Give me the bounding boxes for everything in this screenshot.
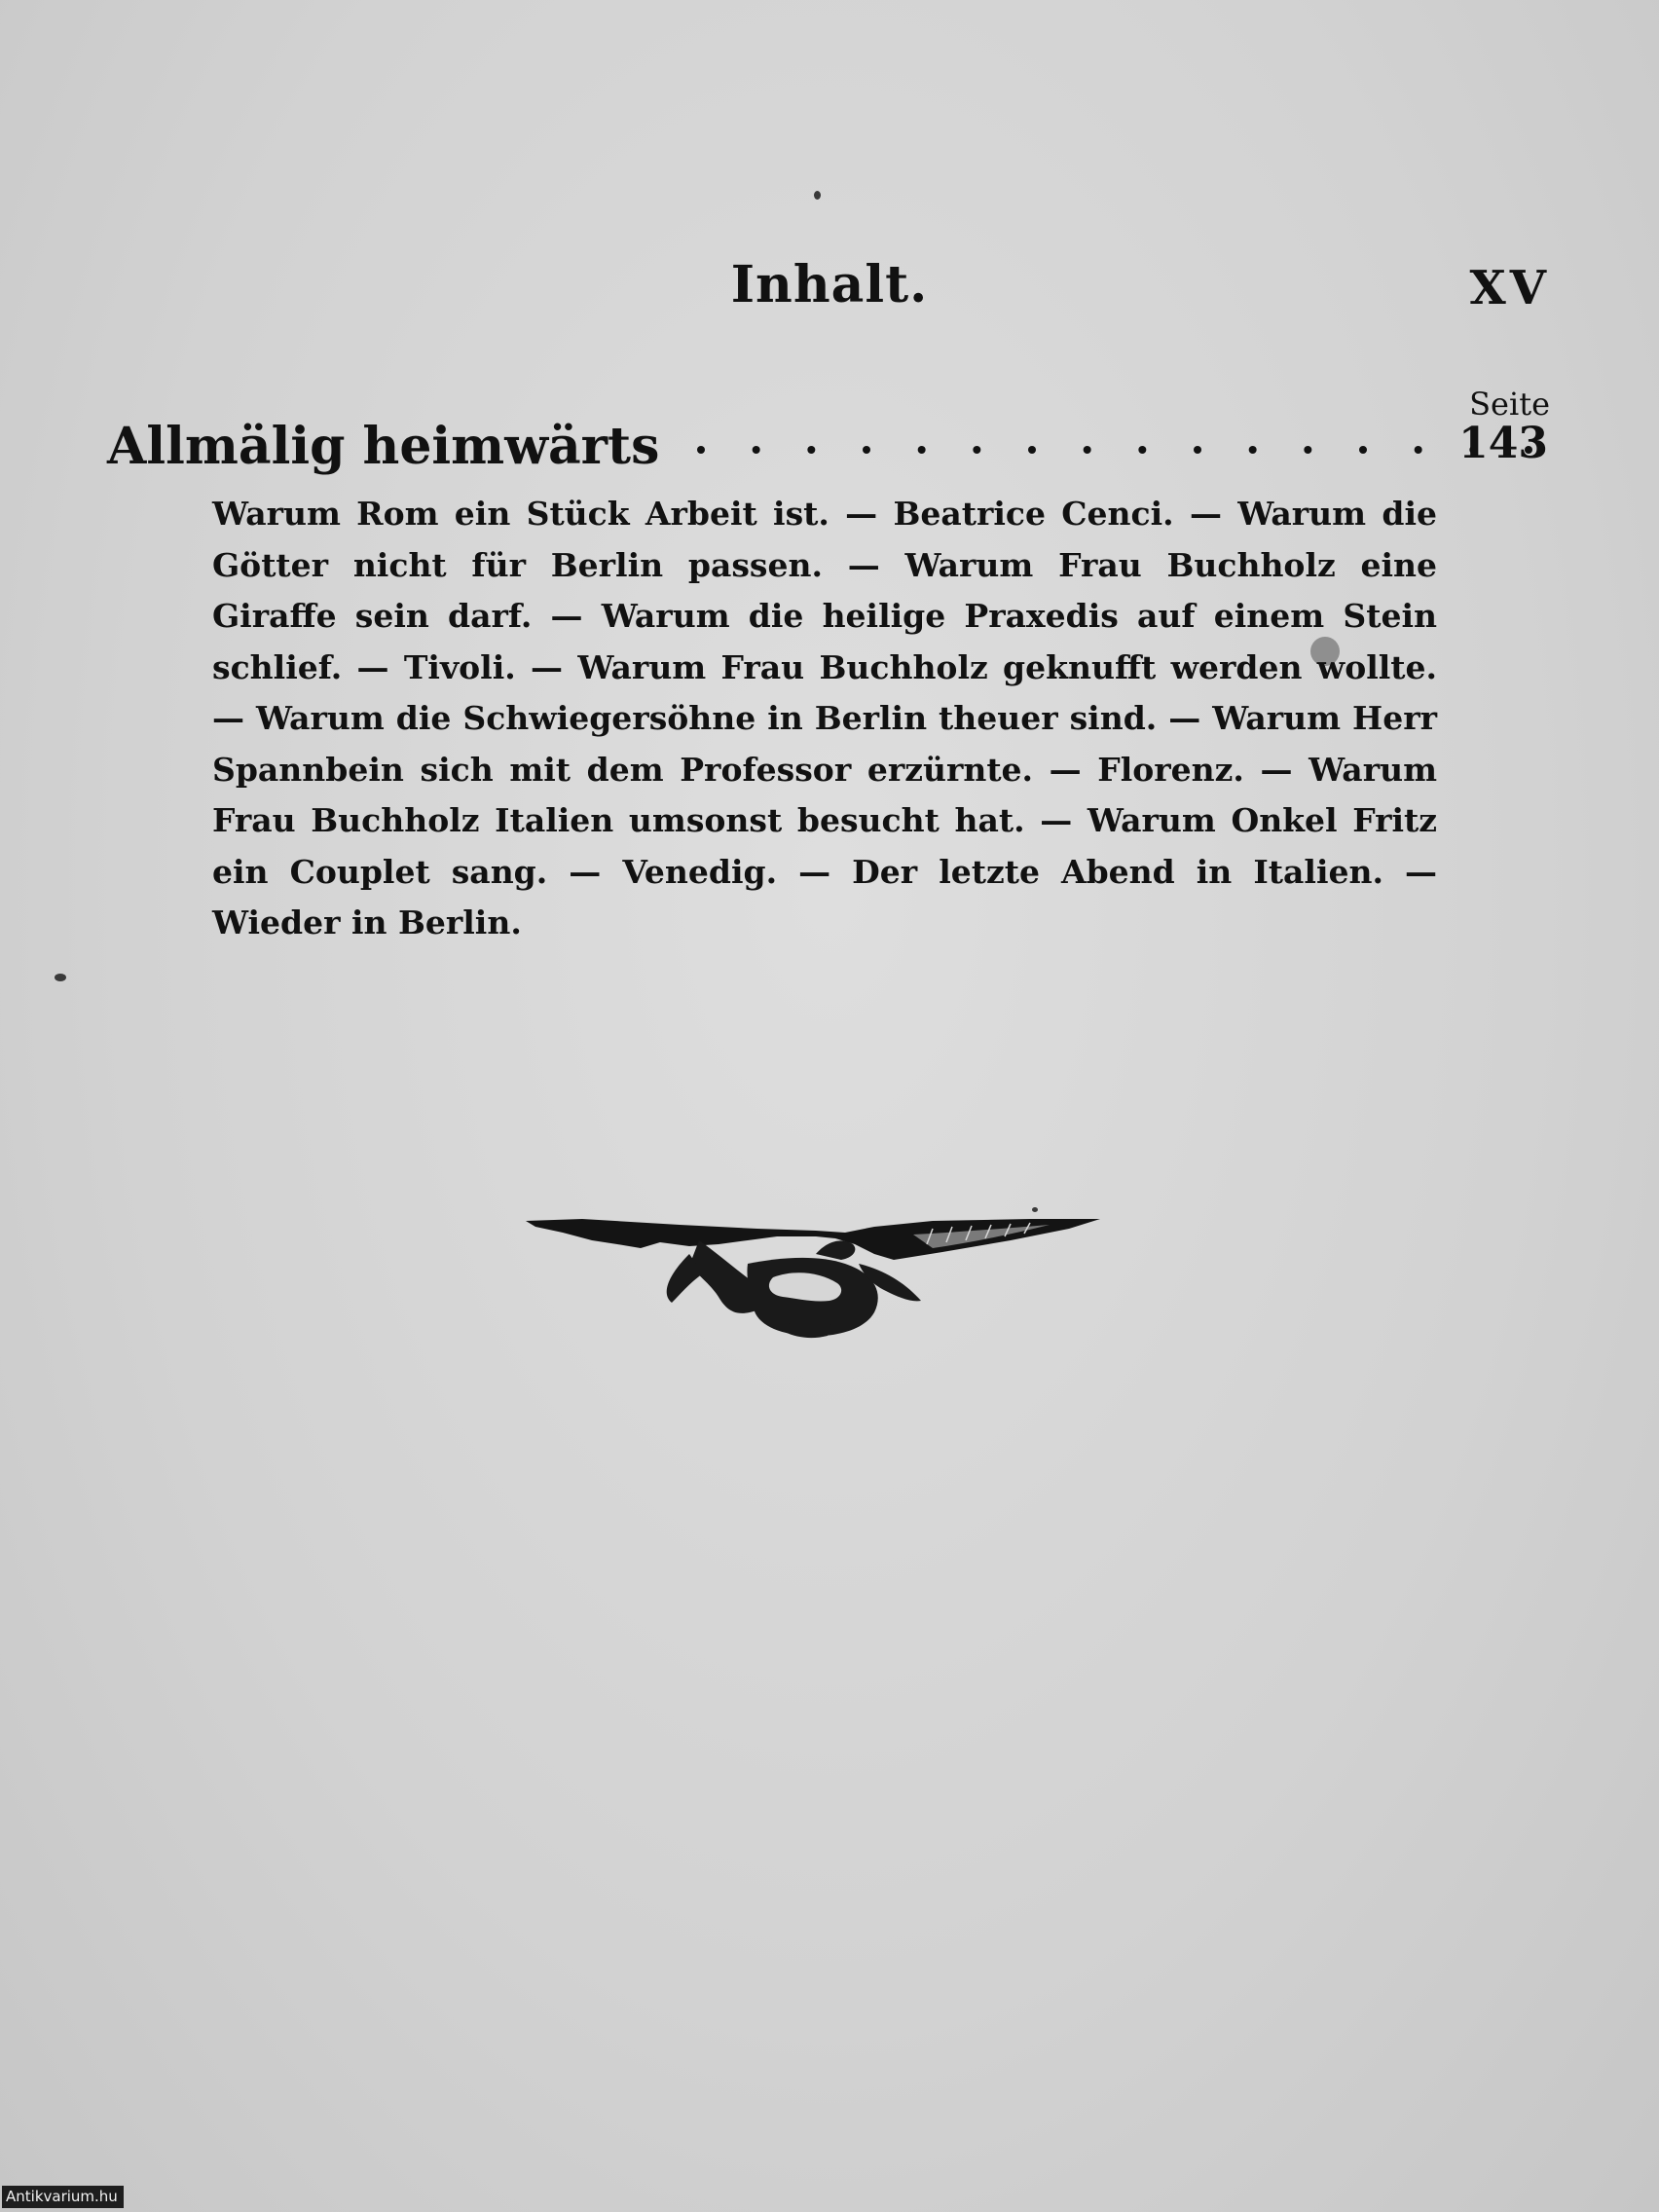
leader-dot — [1194, 446, 1201, 454]
chapter-page-number: 143 — [1458, 419, 1548, 468]
paper-speck — [1032, 1207, 1038, 1212]
chapter-title: Allmälig heimwärts — [107, 417, 660, 476]
leader-dot — [1084, 446, 1091, 454]
page-number: XV — [1469, 261, 1550, 315]
eagle-vignette-icon — [524, 1215, 1102, 1342]
leader-dot — [753, 446, 760, 454]
leader-dot — [1249, 446, 1257, 454]
leader-dot — [1028, 446, 1036, 454]
leader-dot — [918, 446, 926, 454]
leader-dot — [807, 446, 815, 454]
page-column-label: Seite — [1469, 386, 1550, 423]
paper-speck — [814, 191, 821, 200]
leader-dots — [691, 438, 1538, 458]
leader-dot — [697, 446, 705, 454]
leader-dot — [1138, 446, 1146, 454]
leader-dot — [863, 446, 870, 454]
paper-speck — [55, 974, 66, 981]
watermark-label: Antikvarium.hu — [2, 2186, 124, 2208]
leader-dot — [1415, 446, 1422, 454]
page-header-title: Inhalt. — [730, 255, 929, 314]
leader-dot — [1359, 446, 1367, 454]
leader-dot — [973, 446, 980, 454]
toc-entry — [107, 417, 1548, 485]
leader-dot — [1304, 446, 1311, 454]
chapter-summary: Warum Rom ein Stück Arbeit ist. — Beatrice Cenci. — Warum die Götter nicht für Berlin passen. — Warum Frau Buchholz eine Giraffe sein darf. — Warum die heilige Praxedis auf einem Stein schlief. — Tivoli. — Warum Frau Buchholz geknufft werden wollte. — Warum die Schwiegersöhne in Berlin theuer sind. — Warum Herr Spannbein sich mit dem Professor erzürnte. — Florenz. — Warum Frau Buchholz Italien umsonst besucht hat. — Warum Onkel Fritz ein Couplet sang. — Venedig. — Der letzte Abend in Italien. — Wieder in Berlin. — [212, 495, 1437, 941]
